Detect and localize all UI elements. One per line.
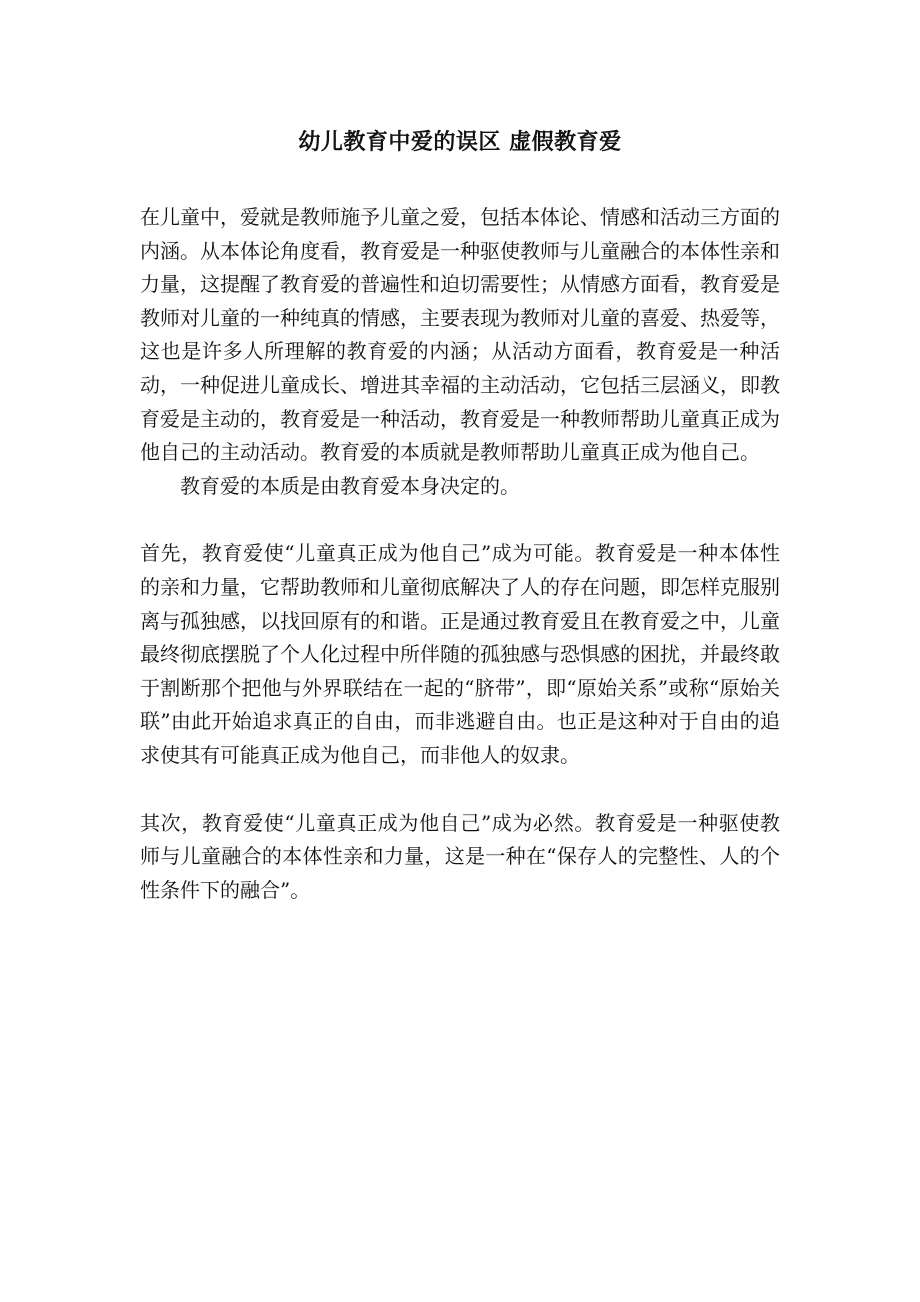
document-title: 幼儿教育中爱的误区 虚假教育爱 — [298, 128, 622, 155]
paragraph-2: 教育爱的本质是由教育爱本身决定的。 — [180, 473, 520, 498]
paragraph-1: 在儿童中，爱就是教师施予儿童之爱，包括本体论、情感和活动三方面的内涵。从本体论角度看，教育爱是一种驱使教师与儿童融合的本体性亲和力量，这提醒了教育爱的普遍性和迫切需要性；从情感方面看，教育爱是教师对儿童的一种纯真的情感，主要表现为教师对儿童的喜爱、热爱等，这也是许多人所理解的教育爱的内涵；从活动方面看，教育爱是一种活动，一种促进儿童成长、增进其幸福的主动活动，它包括三层涵义，即教育爱是主动的，教育爱是一种活动，教育爱是一种教师帮助儿童真正成为他自己的主动活动。教育爱的本质就是教师帮助儿童真正成为他自己。 — [140, 205, 780, 465]
paragraph-3: 首先，教育爱使“儿童真正成为他自己”成为可能。教育爱是一种本体性的亲和力量，它帮助教师和儿童彻底解决了人的存在问题，即怎样克服别离与孤独感，以找回原有的和谐。正是通过教育爱且在教育爱之中，儿童最终彻底摆脱了个人化过程中所伴随的孤独感与恐惧感的困扰，并最终敢于割断那个把他与外界联结在一起的“脐带”，即“原始关系”或称“原始关联”由此开始追求真正的自由，而非逃避自由。也正是这种对于自由的追求使其有可能真正成为他自己，而非他人的奴隶。 — [140, 541, 780, 767]
paragraph-4: 其次，教育爱使“儿童真正成为他自己”成为必然。教育爱是一种驱使教师与儿童融合的本体性亲和力量，这是一种在“保存人的完整性、人的个性条件下的融合”。 — [140, 810, 780, 902]
document-body — [140, 201, 780, 907]
